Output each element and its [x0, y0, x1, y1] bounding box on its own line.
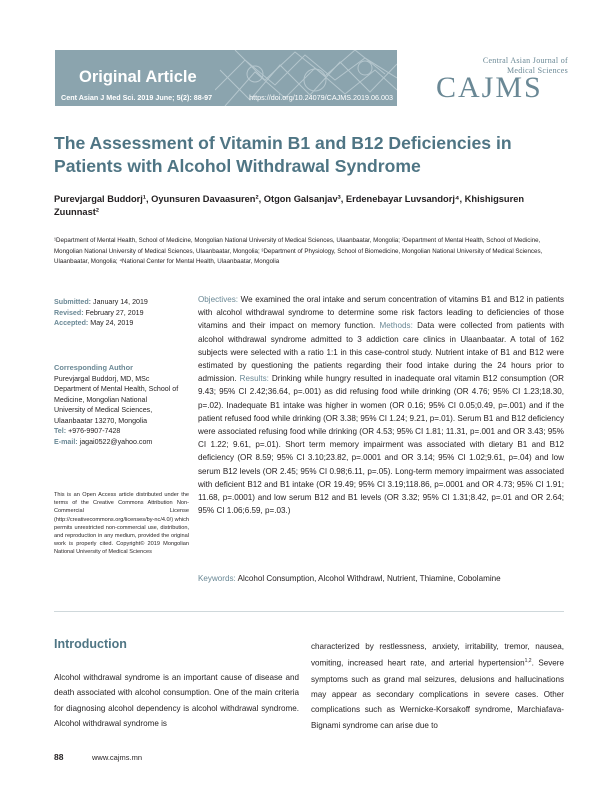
revised-date: February 27, 2019: [85, 308, 144, 317]
results-label: Results:: [239, 374, 269, 384]
email-value[interactable]: jagai0522@yahoo.com: [79, 437, 153, 446]
submission-dates: [54, 297, 189, 329]
body-column-right: [311, 639, 564, 733]
citation: Cent Asian J Med Sci. 2019 June; 5(2): 88-97: [61, 93, 213, 102]
abstract: [198, 293, 564, 517]
license-notice: This is an Open Access article distributed under the terms of the Creative Commons Attribution Non-Commercial License (http://creativecommons.org/licenses/by-nc/4.0/) which permits unrestricted non-commercial use, distribution, and reproduction in any medium, provided the original work is properly cited. Copyright© 2019 Mongolian National University of Medical Sciences: [54, 492, 189, 556]
section-divider: [54, 611, 564, 612]
methods-label: Methods:: [379, 321, 413, 331]
email-label: E-mail:: [54, 437, 78, 446]
submitted-row: [54, 297, 189, 308]
corresponding-address: Purevjargal Buddorj, MD, MSc Department of Mental Health, School of Medicine, Mongolian National University of Medical Sciences, Ulaanbaatar 13270, Mongolia: [54, 374, 179, 425]
tel-value: +976-9907-7428: [68, 427, 121, 435]
revised-row: [54, 308, 189, 319]
email-row: [54, 437, 179, 448]
submitted-label: Submitted:: [54, 298, 92, 306]
journal-name-line2: Medical Sciences: [507, 65, 568, 75]
introduction-heading: Introduction: [54, 637, 127, 651]
website-link[interactable]: www.cajms.mn: [92, 753, 143, 762]
corresponding-label: Corresponding Author: [54, 363, 133, 372]
article-title: The Assessment of Vitamin B1 and B12 Deficiencies in Patients with Alcohol Withdrawal Syndrome: [54, 133, 512, 176]
tel-label: Tel:: [54, 427, 67, 435]
section-banner: [55, 50, 397, 106]
methods-text: Data were collected from patients with alcohol withdrawal syndrome admitted to 3 addiction care clinics in Ulaanbaatar. A total of 162 subjects were selected with a ratio 1:1 in this case-control study. Nutrient intake of B1 and B12 were estimated by questioning the patients regarding their food intake during the 24 hours prior to admission.: [198, 321, 565, 384]
keywords-label: Keywords:: [198, 574, 236, 583]
tel-row: [54, 426, 179, 437]
revised-label: Revised:: [54, 308, 84, 317]
keywords-text: Alcohol Consumption, Alcohol Withdrawl, Nutrient, Thiamine, Cobolamine: [237, 574, 501, 583]
section-label: Original Article: [79, 68, 197, 86]
accepted-date: May 24, 2019: [90, 319, 134, 327]
accepted-row: [54, 318, 189, 329]
objectives-text: We examined the oral intake and serum concentration of vitamins B1 and B12 in patients with alcohol withdrawal syndrome to determine some risk factors leading to deficiencies of those vitamins and their impact on memory function.: [198, 295, 565, 331]
submitted-date: January 14, 2019: [93, 298, 148, 306]
results-text: Drinking while hungry resulted in inadequate oral vitamin B12 consumption (OR 9.43; 95% CI 2.42;36.64, p=.001) as did refusing food while drinking (OR 4.76; 95% CI 1.23;18.30, p=.02). Inadequate B1 intake was higher in women (OR 0.16; 95% CI 0.05;0.49, p=.001) and if the patient refused food while drinking (OR 3.38; 95% CI 1.24; 9.21, p=.01). Serum B1 and B12 deficiency were associated refusing food while drinking (OR 4.53; 95% CI 1.81; 11.31, p=.001 and OR 3.43; 95% CI 1.22; 9.61, p=.01). Short term memory impairment was associated with dietary B1 and B12 deficiency (OR 8.59; 95% CI 3.10;23.82, p=.0001 and OR 3.14; 95% CI 1.02;9.61, p=.04) and low serum B12 levels (OR 2.45; 95% CI 0.98;6.11, p=.05). Long-term memory impairment was associated with deficient B12 and B1 intake (OR 19.49; 95% CI 3.19;118.86, p=.0001 and OR 4.73; 95% CI 1.91; 11.68, p=.0001) and low serum B12 and B1 levels (OR 3.32; 95% CI 1.31;8.42, p=.01 and OR 2.64; 95% CI 1.06;6.59, p=.03.): [198, 374, 565, 516]
affiliations: ¹Department of Mental Health, School of Medicine, Mongolian National University of Medical Sciences, Ulaanbaatar, Mongolia; ²Department of Mental Health, School of Medicine, Mongolian National University of Medical Sciences, Ulaanbaatar, Mongolia; ³Department of Physiology, School of Biomedicine, Mongolian National University of Medical Sciences, Ulaanbaatar, Mongolia; ⁴National Center for Mental Health, Ulaanbaatar, Mongolia: [54, 237, 543, 265]
body-column-left: Alcohol withdrawal syndrome is an important cause of disease and death associated with alcohol consumption. One of the main criteria for diagnosing alcohol dependency is alcohol withdrawal syndrome. Alcohol withdrawal syndrome is: [54, 673, 299, 729]
reference-superscript: 1,2: [524, 658, 532, 665]
keywords: [198, 573, 564, 585]
journal-name-line1: Central Asian Journal of: [482, 56, 568, 65]
body-right-text-continued: . Severe symptoms such as grand mal seizures, delusions and hallucinations may appear as secondary complications in severe cases. Other complications such as Wernicke-Korsakoff syndrome, Marchiafava-Bignami syndrome can arise due to: [311, 659, 564, 730]
objectives-label: Objectives:: [198, 295, 239, 304]
corresponding-author: [54, 363, 179, 447]
journal-logo: CAJMS: [436, 71, 543, 104]
body-right-text: characterized by restlessness, anxiety, irritability, tremor, nausea, vomiting, increased heart rate, and arterial hypertension: [311, 642, 564, 669]
accepted-label: Accepted:: [54, 319, 89, 327]
page-number: 88: [54, 752, 64, 762]
author-list: Purevjargal Buddorj¹, Oyunsuren Davaasuren², Otgon Galsanjav³, Erdenebayar Luvsandorj⁴, Khishigsuren Zuunnast²: [54, 194, 525, 217]
doi-link[interactable]: https://doi.org/10.24079/CAJMS.2019.06.003: [249, 93, 393, 102]
